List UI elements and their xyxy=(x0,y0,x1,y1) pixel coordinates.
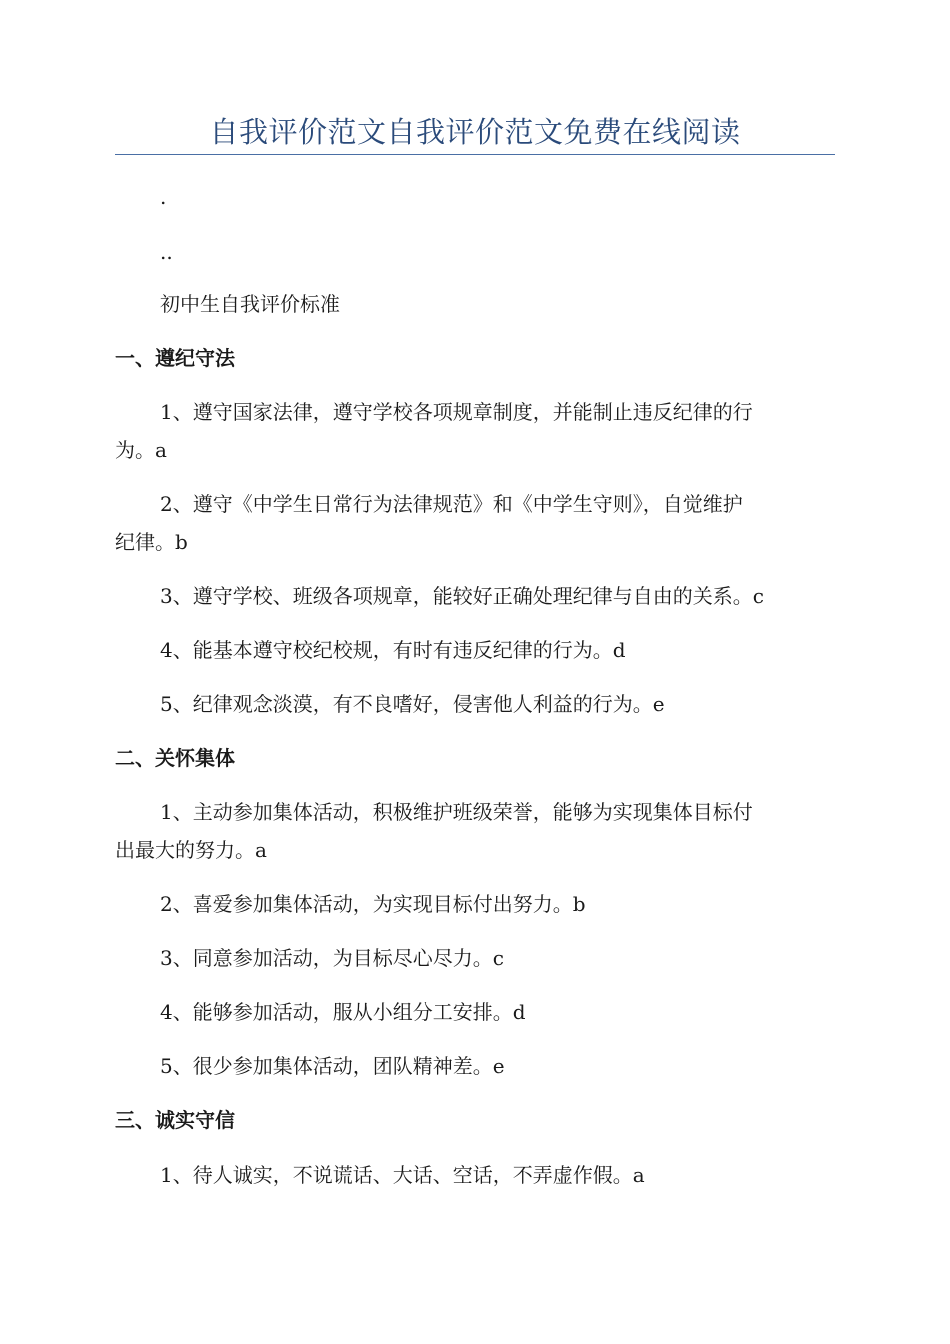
list-item: 4、能够参加活动，服从小组分工安排。d xyxy=(160,1000,526,1024)
dot-marker: . xyxy=(160,185,167,209)
list-item-continuation: 出最大的努力。a xyxy=(115,838,267,862)
list-item: 1、主动参加集体活动，积极维护班级荣誉，能够为实现集体目标付 xyxy=(160,800,753,824)
title-underline xyxy=(115,154,835,155)
list-item: 2、遵守《中学生日常行为法律规范》和《中学生守则》，自觉维护 xyxy=(160,492,743,516)
section-heading: 三、诚实守信 xyxy=(115,1108,235,1132)
list-item-continuation: 为。a xyxy=(115,438,167,462)
list-item: 2、喜爱参加集体活动，为实现目标付出努力。b xyxy=(160,892,586,916)
section-heading: 二、关怀集体 xyxy=(115,746,235,770)
list-item: 1、待人诚实，不说谎话、大话、空话，不弄虚作假。a xyxy=(160,1163,645,1187)
list-item: 1、遵守国家法律，遵守学校各项规章制度，并能制止违反纪律的行 xyxy=(160,400,753,424)
document-subtitle: 初中生自我评价标准 xyxy=(160,292,340,316)
document-title: 自我评价范文自我评价范文免费在线阅读 xyxy=(209,115,741,149)
list-item: 5、纪律观念淡漠，有不良嗜好，侵害他人利益的行为。e xyxy=(160,692,665,716)
section-heading: 一、遵纪守法 xyxy=(115,346,235,370)
list-item: 4、能基本遵守校纪校规，有时有违反纪律的行为。d xyxy=(160,638,626,662)
list-item: 3、遵守学校、班级各项规章，能较好正确处理纪律与自由的关系。c xyxy=(160,584,764,608)
list-item: 5、很少参加集体活动，团队精神差。e xyxy=(160,1054,505,1078)
list-item-continuation: 纪律。b xyxy=(115,530,188,554)
dot-marker: .. xyxy=(160,240,173,264)
list-item: 3、同意参加活动，为目标尽心尽力。c xyxy=(160,946,504,970)
